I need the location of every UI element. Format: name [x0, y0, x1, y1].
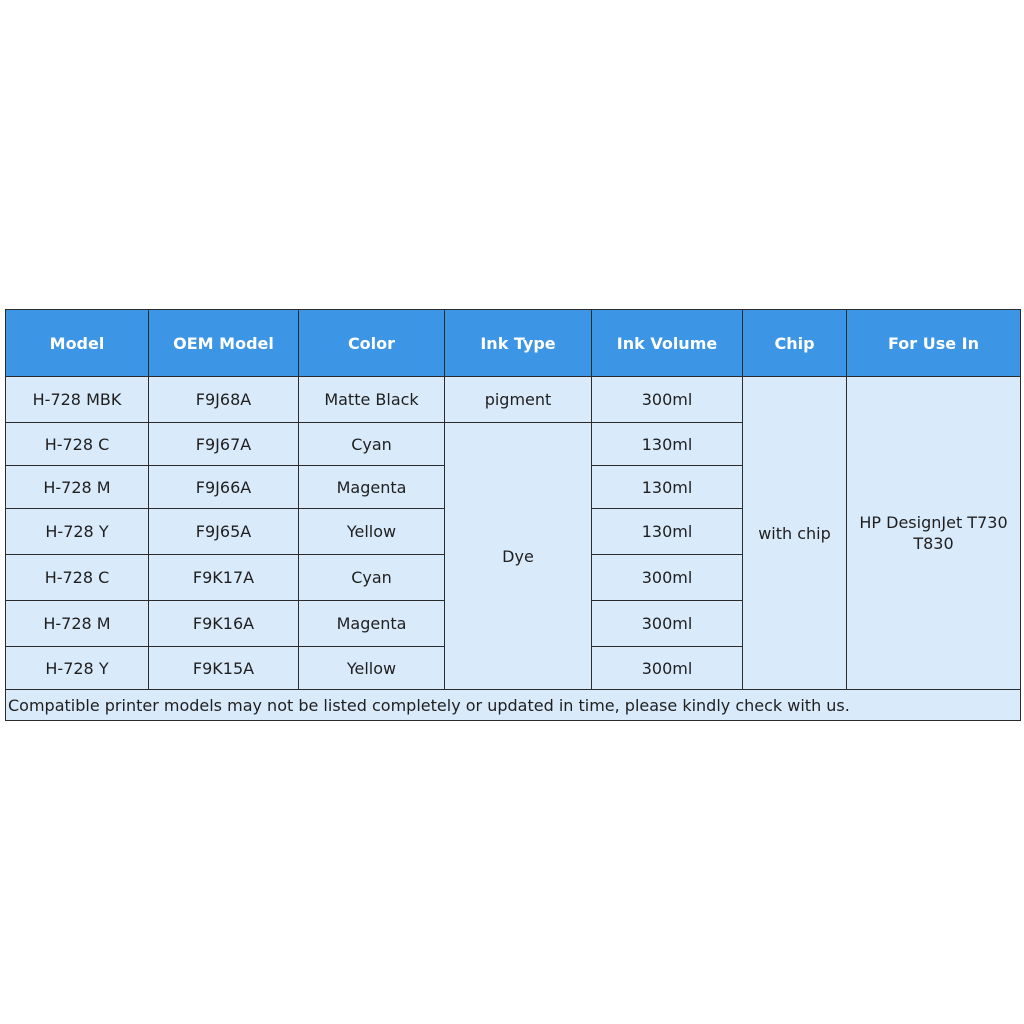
- for-use-in-cell: HP DesignJet T730 T830: [847, 377, 1021, 690]
- ink-volume-cell: 300ml: [592, 555, 743, 601]
- color-cell: Magenta: [299, 601, 445, 647]
- model-cell: H-728 M: [6, 601, 149, 647]
- oem-model-cell: F9K15A: [149, 647, 299, 690]
- model-cell: H-728 Y: [6, 647, 149, 690]
- compatibility-note: Compatible printer models may not be listed completely or updated in time, please kindly check with us.: [6, 690, 1021, 721]
- table-row: [6, 377, 1021, 423]
- color-cell: Yellow: [299, 509, 445, 555]
- model-cell: H-728 M: [6, 466, 149, 509]
- ink-type-dye-cell: Dye: [445, 423, 592, 690]
- header-oem-model: OEM Model: [149, 310, 299, 377]
- oem-model-cell: F9K17A: [149, 555, 299, 601]
- header-ink-volume: Ink Volume: [592, 310, 743, 377]
- chip-cell: with chip: [743, 377, 847, 690]
- oem-model-cell: F9J65A: [149, 509, 299, 555]
- color-cell: Matte Black: [299, 377, 445, 423]
- color-cell: Cyan: [299, 555, 445, 601]
- header-row: [6, 310, 1021, 377]
- color-cell: Magenta: [299, 466, 445, 509]
- oem-model-cell: F9K16A: [149, 601, 299, 647]
- note-row: [6, 690, 1021, 721]
- header-color: Color: [299, 310, 445, 377]
- ink-volume-cell: 300ml: [592, 647, 743, 690]
- oem-model-cell: F9J67A: [149, 423, 299, 466]
- ink-volume-cell: 130ml: [592, 466, 743, 509]
- header-model: Model: [6, 310, 149, 377]
- header-for-use-in: For Use In: [847, 310, 1021, 377]
- ink-volume-cell: 300ml: [592, 601, 743, 647]
- color-cell: Yellow: [299, 647, 445, 690]
- color-cell: Cyan: [299, 423, 445, 466]
- oem-model-cell: F9J66A: [149, 466, 299, 509]
- header-chip: Chip: [743, 310, 847, 377]
- oem-model-cell: F9J68A: [149, 377, 299, 423]
- model-cell: H-728 C: [6, 423, 149, 466]
- ink-volume-cell: 130ml: [592, 509, 743, 555]
- model-cell: H-728 C: [6, 555, 149, 601]
- header-ink-type: Ink Type: [445, 310, 592, 377]
- model-cell: H-728 Y: [6, 509, 149, 555]
- ink-type-pigment-cell: pigment: [445, 377, 592, 423]
- ink-volume-cell: 300ml: [592, 377, 743, 423]
- model-cell: H-728 MBK: [6, 377, 149, 423]
- spec-table: [5, 309, 1021, 721]
- ink-volume-cell: 130ml: [592, 423, 743, 466]
